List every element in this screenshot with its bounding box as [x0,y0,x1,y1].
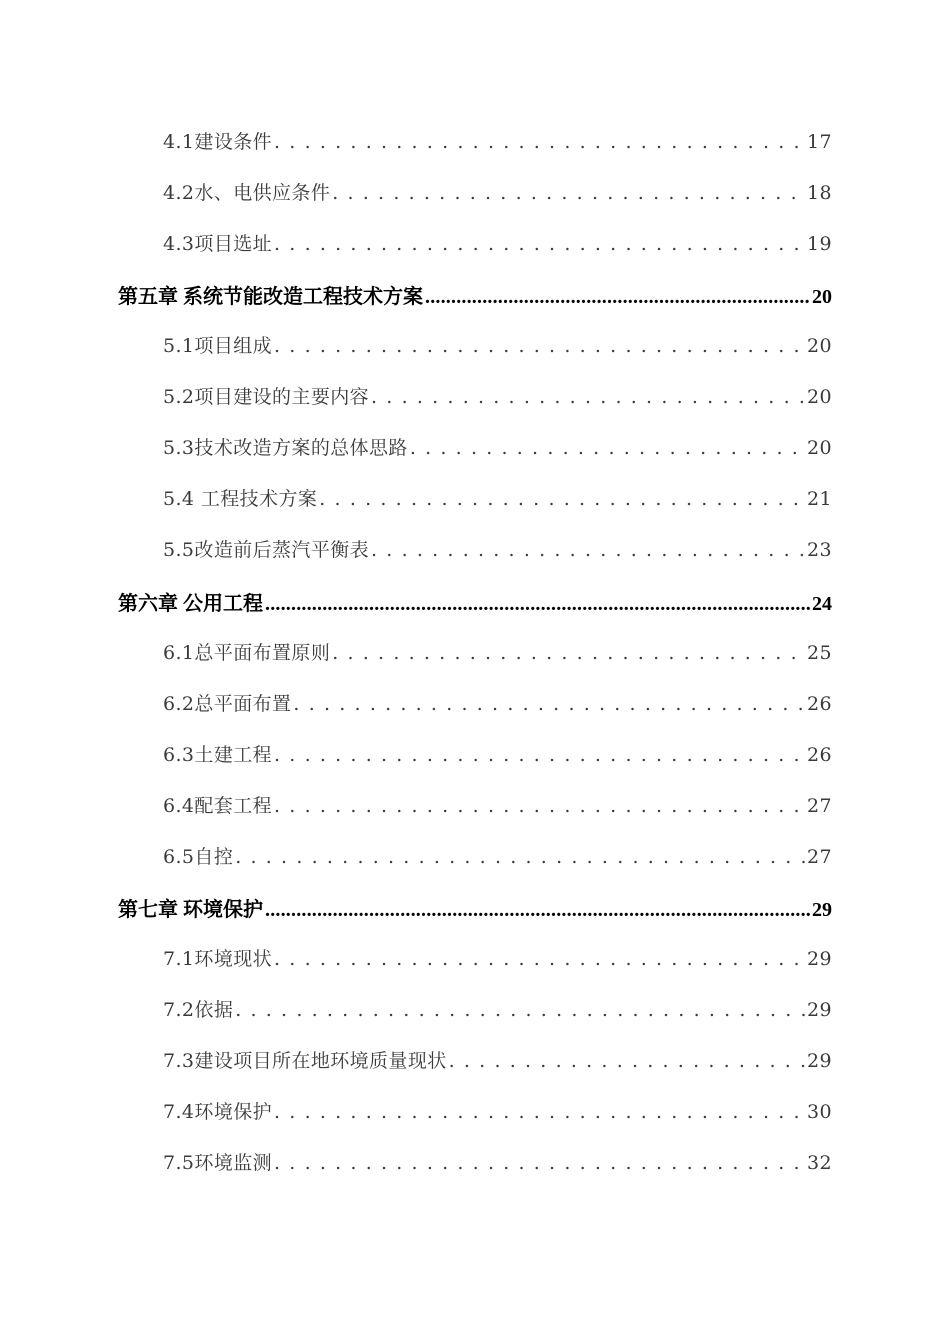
toc-entry-5-1[interactable] [163,331,832,358]
toc-chapter-title: 第六章 公用工程 [118,593,263,615]
toc-entry-5-2[interactable] [163,382,832,409]
toc-page-number: 17 [807,131,832,153]
toc-entry-title: 5.3技术改造方案的总体思路 [163,437,408,459]
toc-entry-title: 7.3建设项目所在地环境质量现状 [163,1050,447,1072]
toc-entry-title: 7.5环境监测 [163,1152,273,1174]
toc-chapter-7[interactable] [118,893,832,922]
toc-page-number: 20 [807,386,832,408]
toc-page-number: 20 [807,335,832,357]
toc-entry-title: 7.4环境保护 [163,1101,273,1123]
toc-dot-leader [274,1152,805,1174]
toc-entry-title: 5.1项目组成 [163,335,273,357]
toc-entry-6-4[interactable] [163,791,832,818]
toc-entry-4-3[interactable] [163,229,832,256]
toc-entry-title: 6.1总平面布置原则 [163,642,331,664]
toc-dot-leader [410,437,805,459]
toc-entry-7-5[interactable] [163,1148,832,1175]
toc-entry-5-3[interactable] [163,433,832,460]
toc-dot-leader [274,1101,805,1123]
toc-page-number: 18 [807,182,832,204]
toc-page-number: 27 [807,846,832,868]
toc-entry-4-2[interactable] [163,178,832,205]
toc-dot-leader [274,335,805,357]
toc-dot-leader [319,488,805,510]
toc-entry-7-2[interactable] [163,995,832,1022]
toc-dot-leader [425,286,810,309]
toc-page-number: 32 [807,1152,832,1174]
toc-dot-leader [332,182,805,204]
toc-entry-title: 6.4配套工程 [163,795,273,817]
toc-entry-6-3[interactable] [163,740,832,767]
toc-entry-7-4[interactable] [163,1097,832,1124]
toc-page-number: 24 [812,593,832,615]
toc-page-number: 30 [807,1101,832,1123]
toc-page-number: 29 [812,899,832,921]
toc-chapter-title: 第五章 系统节能改造工程技术方案 [118,286,423,308]
toc-page-number: 27 [807,795,832,817]
toc-page-number: 26 [807,744,832,766]
toc-entry-7-3[interactable] [163,1046,832,1073]
toc-dot-leader [332,642,805,664]
toc-page-number: 23 [807,539,832,561]
toc-dot-leader [449,1050,805,1072]
toc-page-number: 26 [807,693,832,715]
toc-dot-leader [274,795,805,817]
toc-entry-5-5[interactable] [163,535,832,562]
toc-dot-leader [235,846,805,868]
toc-dot-leader [371,539,805,561]
toc-entry-4-1[interactable] [163,127,832,154]
toc-dot-leader [274,233,805,255]
toc-entry-7-1[interactable] [163,944,832,971]
toc-chapter-title: 第七章 环境保护 [118,899,263,921]
toc-page-number: 29 [807,999,832,1021]
toc-chapter-5[interactable] [118,280,832,309]
toc-page-number: 29 [807,1050,832,1072]
toc-entry-title: 6.5自控 [163,846,234,868]
toc-entry-title: 6.2总平面布置 [163,693,292,715]
toc-entry-title: 5.4 工程技术方案 [163,488,318,510]
toc-page-number: 20 [812,286,832,308]
toc-dot-leader [274,131,805,153]
toc-page-number: 25 [807,642,832,664]
toc-dot-leader [274,744,805,766]
toc-dot-leader [265,899,810,922]
toc-entry-6-1[interactable] [163,638,832,665]
toc-page-number: 20 [807,437,832,459]
toc-entry-title: 7.1环境现状 [163,948,273,970]
toc-page-number: 19 [807,233,832,255]
toc-dot-leader [371,386,805,408]
toc-entry-title: 6.3土建工程 [163,744,273,766]
toc-entry-title: 4.2水、电供应条件 [163,182,331,204]
toc-page-number: 21 [807,488,832,510]
toc-entry-title: 4.3项目选址 [163,233,273,255]
toc-entry-6-5[interactable] [163,842,832,869]
toc-dot-leader [293,693,805,715]
toc-dot-leader [235,999,805,1021]
toc-dot-leader [265,593,810,616]
toc-chapter-6[interactable] [118,587,832,616]
toc-entry-title: 5.2项目建设的主要内容 [163,386,370,408]
toc-dot-leader [274,948,805,970]
toc-entry-6-2[interactable] [163,689,832,716]
toc-entry-title: 5.5改造前后蒸汽平衡表 [163,539,370,561]
toc-entry-5-4[interactable] [163,484,832,511]
toc-page-number: 29 [807,948,832,970]
toc-entry-title: 7.2依据 [163,999,234,1021]
toc-entry-title: 4.1建设条件 [163,131,273,153]
